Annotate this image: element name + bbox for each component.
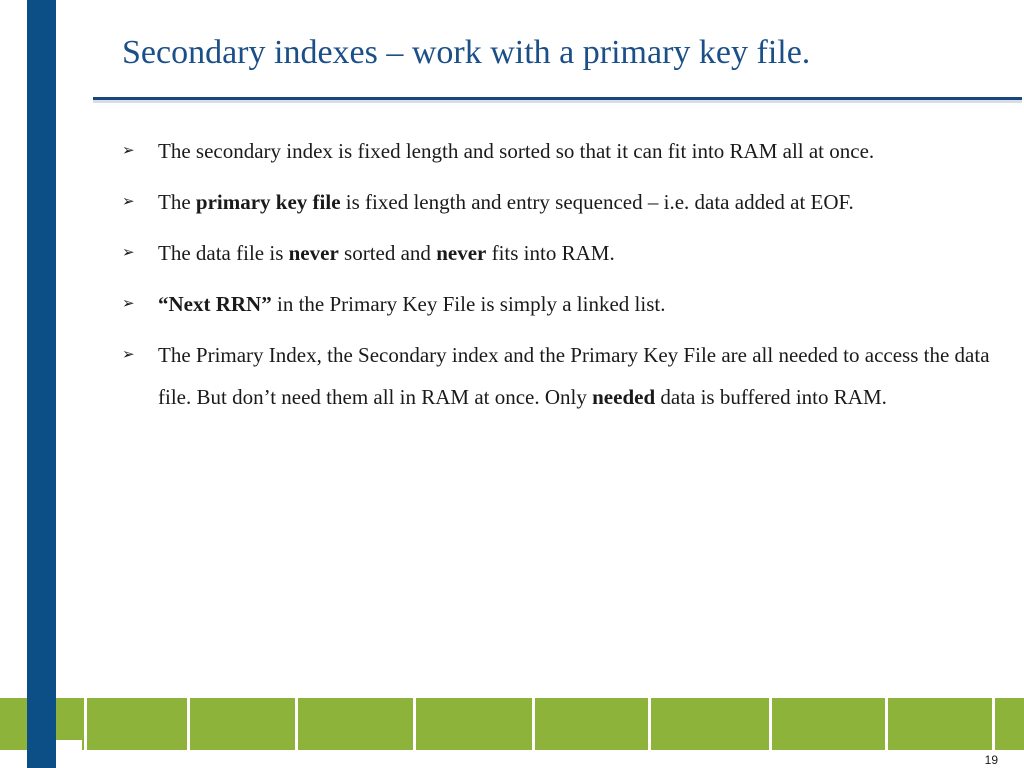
footer-divider bbox=[413, 698, 416, 750]
footer-divider bbox=[295, 698, 298, 750]
bullet-text: The data file is bbox=[158, 241, 289, 265]
bullet-emphasis: needed bbox=[592, 385, 656, 409]
footer-dividers bbox=[0, 698, 1024, 750]
footer-chip bbox=[56, 740, 82, 750]
footer-divider bbox=[885, 698, 888, 750]
footer-band bbox=[0, 698, 1024, 750]
bullet-text: is fixed length and entry sequenced – i.e. data added at EOF. bbox=[340, 190, 854, 214]
bullet-item bbox=[122, 334, 1012, 418]
bullet-emphasis: never bbox=[288, 241, 339, 265]
arrow-bullet-icon: ➢ bbox=[122, 296, 135, 312]
bullet-emphasis: “Next RRN” bbox=[158, 292, 272, 316]
bullet-item bbox=[122, 232, 1012, 274]
bullet-item bbox=[122, 130, 1012, 172]
bullet-item bbox=[122, 181, 1012, 223]
footer-divider bbox=[992, 698, 995, 750]
bullet-emphasis: never bbox=[436, 241, 487, 265]
footer-divider bbox=[187, 698, 190, 750]
footer-accent-bar bbox=[27, 698, 56, 750]
bullet-text: fits into RAM. bbox=[486, 241, 615, 265]
bullet-text: in the Primary Key File is simply a linked list. bbox=[271, 292, 666, 316]
bullet-item bbox=[122, 283, 1012, 325]
bullet-emphasis: primary key file bbox=[195, 190, 341, 214]
bullet-text: sorted and bbox=[338, 241, 437, 265]
title-rule-shadow bbox=[93, 100, 1022, 103]
footer-divider bbox=[648, 698, 651, 750]
arrow-bullet-icon: ➢ bbox=[122, 194, 135, 210]
footer-divider bbox=[769, 698, 772, 750]
bullet-text: The bbox=[158, 190, 196, 214]
arrow-bullet-icon: ➢ bbox=[122, 245, 135, 261]
bullet-text: The Primary Index, the Secondary index and the Primary Key File are all needed to access the data file. But don’t need them all in RAM at once. Only bbox=[158, 343, 990, 409]
footer-divider bbox=[532, 698, 535, 750]
bullet-list bbox=[122, 130, 1012, 427]
bullet-text: data is buffered into RAM. bbox=[655, 385, 887, 409]
slide-title: Secondary indexes – work with a primary key file. bbox=[122, 34, 811, 71]
left-accent-bar bbox=[27, 0, 56, 768]
bullet-text: The secondary index is fixed length and sorted so that it can fit into RAM all at once. bbox=[158, 139, 875, 163]
arrow-bullet-icon: ➢ bbox=[122, 347, 135, 363]
footer-divider bbox=[84, 698, 87, 750]
arrow-bullet-icon: ➢ bbox=[122, 143, 135, 159]
page-number: 19 bbox=[984, 753, 998, 767]
